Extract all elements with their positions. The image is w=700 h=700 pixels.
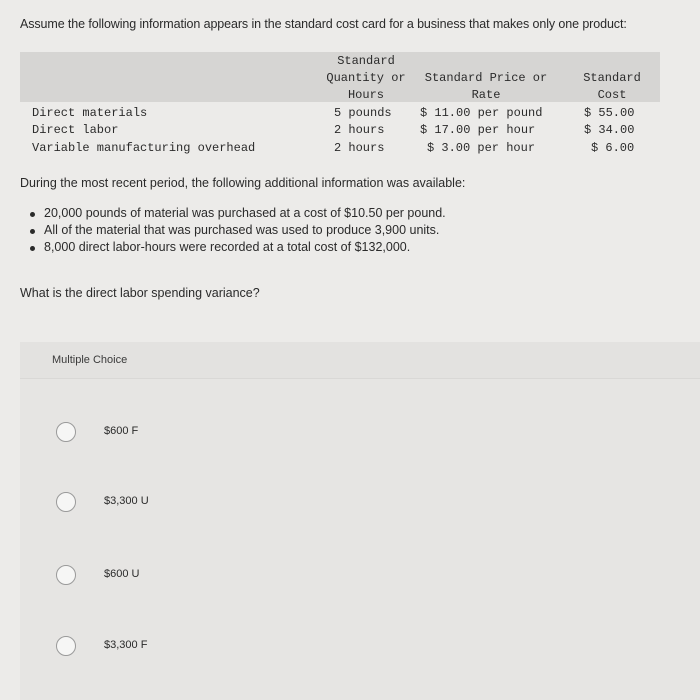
multiple-choice-header [20, 342, 700, 379]
info-bullet-list [30, 205, 446, 256]
bullet-item: 20,000 pounds of material was purchased at a cost of $10.50 per pound. [30, 205, 446, 222]
row-price: $ 3.00 per hour [427, 141, 536, 155]
radio-button-icon[interactable] [56, 636, 76, 656]
header-cost [572, 70, 652, 104]
choice-label: $600 F [104, 425, 139, 437]
radio-button-icon[interactable] [56, 565, 76, 585]
row-label: Direct materials [32, 106, 148, 120]
header-quantity-line1: Standard [337, 54, 395, 68]
header-quantity [306, 53, 426, 104]
choice-label: $600 U [104, 568, 140, 580]
header-cost-line2: Cost [597, 88, 627, 102]
row-cost: $ 55.00 [584, 106, 635, 120]
row-quantity: 2 hours [334, 141, 385, 155]
header-quantity-line3: Hours [347, 88, 384, 102]
choice-option-3[interactable] [56, 565, 356, 595]
radio-button-icon[interactable] [56, 492, 76, 512]
header-quantity-line2: Quantity or [326, 71, 406, 85]
row-price: $ 11.00 per pound [420, 106, 543, 120]
row-quantity: 5 pounds [334, 106, 392, 120]
standard-cost-card-table [20, 52, 660, 162]
choice-label: $3,300 U [104, 495, 149, 507]
header-price-line2: Rate [471, 88, 501, 102]
header-price [416, 70, 556, 104]
choice-option-1[interactable] [56, 422, 356, 452]
row-cost: $ 6.00 [591, 141, 635, 155]
choice-option-4[interactable] [56, 636, 356, 666]
header-cost-line1: Standard [583, 71, 641, 85]
choice-option-2[interactable] [56, 492, 356, 522]
row-label: Direct labor [32, 123, 119, 137]
row-label: Variable manufacturing overhead [32, 141, 256, 155]
bullet-item: 8,000 direct labor-hours were recorded at a total cost of $132,000. [30, 239, 446, 256]
period-intro-text: During the most recent period, the following additional information was available: [20, 176, 466, 190]
question-text: What is the direct labor spending variance? [20, 286, 260, 300]
multiple-choice-title: Multiple Choice [52, 354, 128, 366]
row-quantity: 2 hours [334, 123, 385, 137]
choice-label: $3,300 F [104, 639, 148, 651]
multiple-choice-panel [20, 342, 700, 700]
bullet-item: All of the material that was purchased was used to produce 3,900 units. [30, 222, 446, 239]
row-price: $ 17.00 per hour [420, 123, 536, 137]
radio-button-icon[interactable] [56, 422, 76, 442]
header-price-line1: Standard Price or [424, 71, 548, 85]
intro-text: Assume the following information appears in the standard cost card for a business that makes only one product: [20, 17, 627, 31]
row-cost: $ 34.00 [584, 123, 635, 137]
